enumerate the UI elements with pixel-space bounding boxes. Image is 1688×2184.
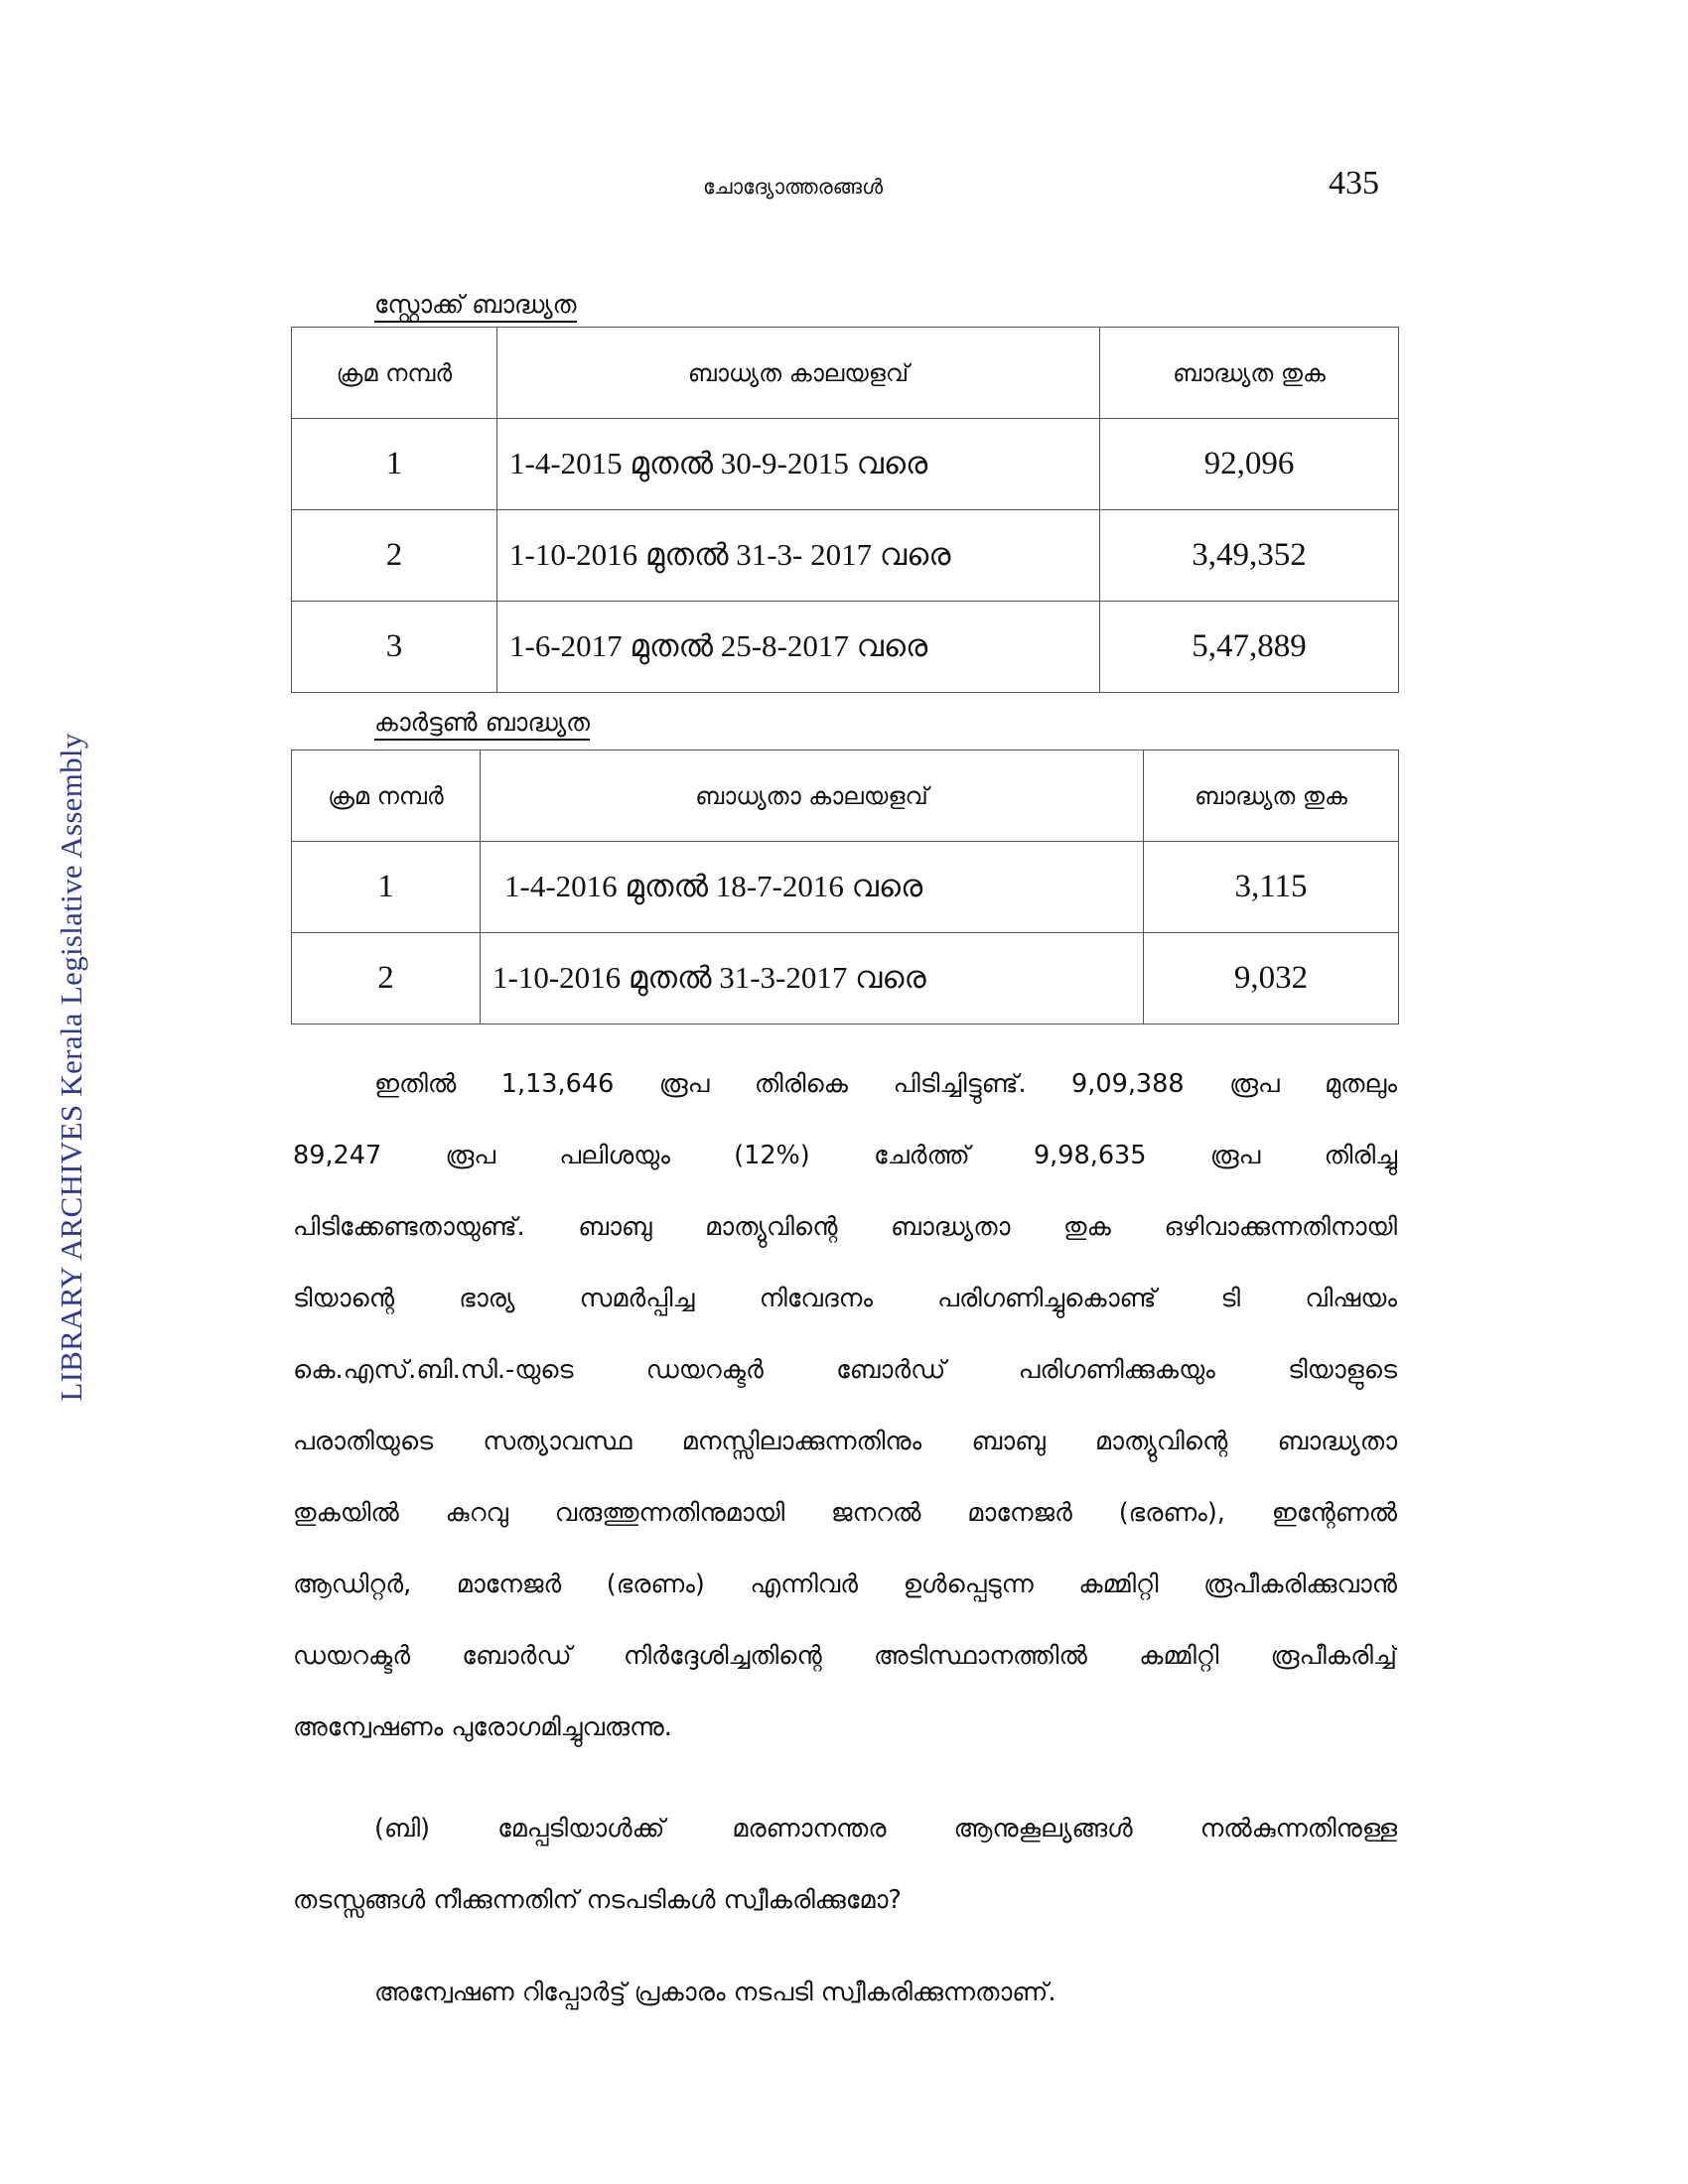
answer-paragraph (293, 1048, 1397, 1763)
paragraph-line: അന്വേഷണം പുരോഗമിച്ചുവരുന്നു. (293, 1712, 672, 1742)
table-row (292, 419, 1399, 510)
serial-number-cell: 1 (292, 842, 481, 933)
paragraph-line: ഡയറക്ടർ ബോർഡ് നിർദ്ദേശിച്ചതിന്റെ അടിസ്ഥാനത്തിൽ കമ്മിറ്റി രൂപീകരിച്ച് (293, 1641, 1397, 1671)
carton-table-caption: കാർട്ടൺ ബാദ്ധ്യത (374, 708, 590, 741)
serial-number-cell: 2 (292, 510, 497, 602)
carton-liability-table (291, 750, 1399, 1024)
paragraph-line: പരാതിയുടെ സത്യാവസ്ഥ മനസ്സിലാക്കുന്നതിനും ബാബു മാത്യുവിന്റെ ബാദ്ധ്യതാ (293, 1427, 1397, 1456)
table-row (292, 842, 1399, 933)
running-title: ചോദ്യോത്തരങ്ങൾ (703, 175, 884, 199)
page-number: 435 (1329, 165, 1379, 202)
column-header-serial: ക്രമ നമ്പർ (292, 751, 481, 842)
period-cell: 1-4-2015 മുതൽ 30-9-2015 വരെ (497, 419, 1100, 510)
question-line: (ബി) മേപ്പടിയാൾക്ക് മരണാനന്തര ആനുകൂല്യങ്ങൾ നൽകുന്നതിനുള്ള (374, 1814, 1397, 1843)
answer-line: അന്വേഷണ റിപ്പോർട്ട് പ്രകാരം നടപടി സ്വീകരിക്കുന്നതാണ്. (374, 1978, 1056, 2007)
amount-cell: 3,115 (1144, 842, 1399, 933)
column-header-amount: ബാദ്ധ്യത തുക (1100, 328, 1399, 419)
serial-number-cell: 2 (292, 933, 481, 1024)
paragraph-line: ടിയാന്റെ ഭാര്യ സമർപ്പിച്ച നിവേദനം പരിഗണിച്ചുകൊണ്ട് ടി വിഷയം (293, 1284, 1397, 1313)
table-header-row (292, 751, 1399, 842)
paragraph-line: ഇതിൽ 1,13,646 രൂപ തിരികെ പിടിച്ചിട്ടുണ്ട്. 9,09,388 രൂപ മുതലും (374, 1069, 1397, 1099)
amount-cell: 3,49,352 (1100, 510, 1399, 602)
amount-cell: 9,032 (1144, 933, 1399, 1024)
paragraph-line: പിടിക്കേണ്ടതായുണ്ട്. ബാബു മാത്യുവിന്റെ ബാദ്ധ്യതാ തുക ഒഴിവാക്കുന്നതിനായി (293, 1212, 1397, 1242)
column-header-period: ബാധ്യത കാലയളവ് (497, 328, 1100, 419)
table-row (292, 510, 1399, 602)
question-b (293, 1793, 1397, 1936)
column-header-amount: ബാദ്ധ്യത തുക (1144, 751, 1399, 842)
answer-b (293, 1957, 1397, 2028)
period-cell: 1-10-2016 മുതൽ 31-3-2017 വരെ (481, 933, 1144, 1024)
table-row (292, 933, 1399, 1024)
stock-liability-table (291, 327, 1399, 693)
paragraph-line: കെ.എസ്.ബി.സി.-യുടെ ഡയറക്ടർ ബോർഡ് പരിഗണിക്കുകയും ടിയാളുടെ (293, 1355, 1397, 1385)
paragraph-line: 89,247 രൂപ പലിശയും (12%) ചേർത്ത് 9,98,635 രൂപ തിരിച്ചു (293, 1141, 1397, 1170)
serial-number-cell: 1 (292, 419, 497, 510)
amount-cell: 92,096 (1100, 419, 1399, 510)
column-header-period: ബാധ്യതാ കാലയളവ് (481, 751, 1144, 842)
table-header-row (292, 328, 1399, 419)
period-cell: 1-6-2017 മുതൽ 25-8-2017 വരെ (497, 602, 1100, 693)
amount-cell: 5,47,889 (1100, 602, 1399, 693)
period-cell: 1-10-2016 മുതൽ 31-3- 2017 വരെ (497, 510, 1100, 602)
paragraph-line: തുകയിൽ കുറവു വരുത്തുന്നതിനുമായി ജനറൽ മാനേജർ (ഭരണം), ഇന്റേണൽ (293, 1498, 1397, 1528)
period-cell: 1-4-2016 മുതൽ 18-7-2016 വരെ (481, 842, 1144, 933)
archive-watermark: LIBRARY ARCHIVES Kerala Legislative Assembly (54, 733, 88, 1402)
table-row (292, 602, 1399, 693)
column-header-serial: ക്രമ നമ്പർ (292, 328, 497, 419)
stock-table-caption: സ്റ്റോക്ക് ബാദ്ധ്യത (374, 290, 577, 323)
question-line: തടസ്സങ്ങൾ നീക്കുന്നതിന് നടപടികൾ സ്വീകരിക്കുമോ? (293, 1885, 902, 1915)
paragraph-line: ആഡിറ്റർ, മാനേജർ (ഭരണം) എന്നിവർ ഉൾപ്പെടുന്ന കമ്മിറ്റി രൂപീകരിക്കുവാൻ (293, 1570, 1397, 1599)
serial-number-cell: 3 (292, 602, 497, 693)
